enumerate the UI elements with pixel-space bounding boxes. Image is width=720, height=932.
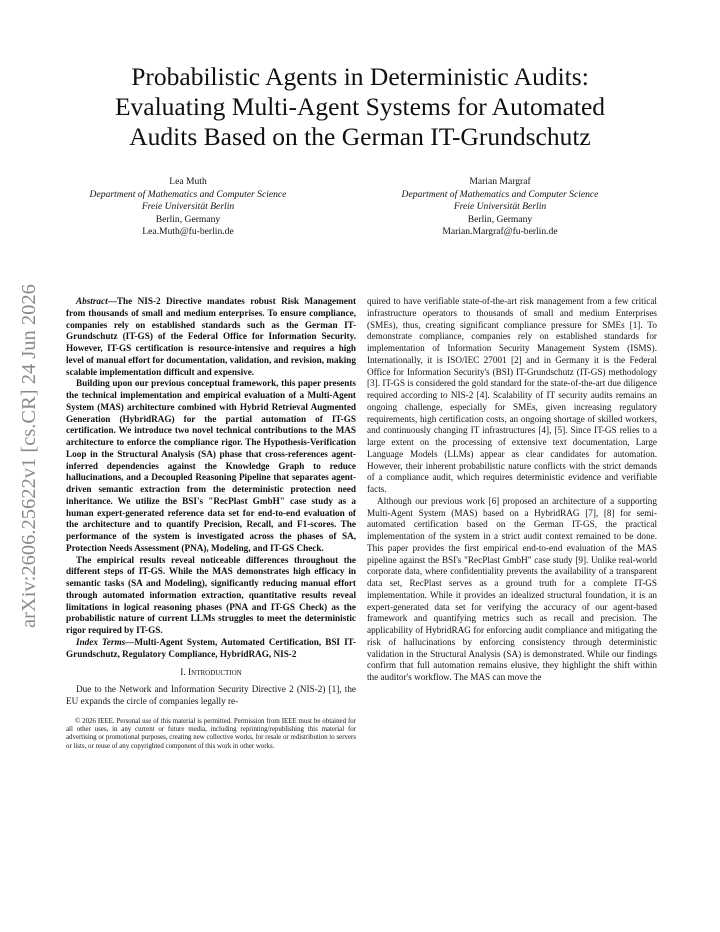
title-line: Audits Based on the German IT-Grundschutz [129,122,591,151]
author-block [28,176,348,239]
abstract-lead: Abstract [76,296,108,306]
abstract-paragraph [66,296,356,378]
paper-title [60,62,660,152]
author-department: Department of Mathematics and Computer Science [401,188,599,200]
title-line: Evaluating Multi-Agent Systems for Automated [114,92,606,121]
copyright-notice: © 2026 IEEE. Personal use of this material is permitted. Permission from IEEE must be obtained for all other uses, in any current or future media, including reprinting/republishing this material for advertising or promotional purposes, creating new collective works, for resale or redistribution to servers or lists, or reuse of any copyrighted component of this work in other works. [66,717,356,750]
abstract-text: —The NIS-2 Directive mandates robust Risk Management from thousands of small and medium enterprises. To ensure compliance, companies rely on established standards such as the German IT-Grundschutz (IT-GS) of the Federal Office for Information Security. However, IT-GS certification is resource-intensive and requires a high level of manual effort for documentation, validation, and revision, making scalable implementation difficult and expensive. [66,296,356,377]
author-university: Freie Universität Berlin [141,201,235,212]
index-terms-text: —Multi-Agent System, Automated Certification, BSI IT-Grundschutz, Regulatory Compliance, HybridRAG, NIS-2 [66,636,356,659]
index-terms [66,637,356,661]
abstract-paragraph: The empirical results reveal noticeable differences throughout the different steps of IT-GS. While the MAS demonstrates high efficacy in semantic tasks (SA and Modeling), significantly reducing manual effort through automated information extraction, quantitative results reveal limitations in logical reasoning phases (PNA and IT-GS Check) as the probabilistic nature of current LLMs struggles to meet the deterministic rigor required by IT-GS. [66,554,356,635]
abstract-paragraph: Building upon our previous conceptual framework, this paper presents the technical implementation and empirical evaluation of a Multi-Agent System (MAS) architecture combined with Hybrid Retrieval Augmented Generation (HybridRAG) for the partial automation of IT-GS certification. We introduce two novel technical contributions to the MAS architecture to enforce the compliance rigor. The Hypothesis-Verification Loop in the Structural Analysis (SA) phase that cross-references agent-inferred dependencies against the Knowledge Graph to reduce hallucinations, and a Decoupled Reasoning Pipeline that separates agent-driven semantic extraction from the deterministic protection need inheritance. We utilize the BSI's "RecPlast GmbH" case study as a human expert-generated reference data set for end-to-end evaluation of the architecture and to quantify Precision, Recall, and F1-scores. The performance of the system is investigated across the phases of SA, Protection Needs Assessment (PNA), Modeling, and IT-GS Check. [66,378,356,553]
author-university: Freie Universität Berlin [453,201,547,212]
index-terms-lead: Index Terms [76,636,126,647]
author-location: Berlin, Germany [155,213,221,225]
body-paragraph: Although our previous work [6] proposed an architecture of a supporting Multi-Agent System (MAS) based on a HybridRAG [7], [8] for semi-automated certification based on the German IT-GS, the practical implementation of the system in a strict audit context remained to be done. This paper provides the first empirical end-to-end evaluation of the MAS pipeline against the BSI's "RecPlast GmbH" case study [9]. Unlike real-world corporate data, where confidentiality prevents the availability of a transparent data set, RecPlast serves as a ground truth for a complete IT-GS implementation. While it provides an idealized structural foundation, it is an expert-generated data set for verifying the accuracy of our agent-based framework and quantifying metrics such as recall and precision. The applicability of HybridRAG for enforcing audit compliance and mitigating the risk of hallucinations by enforcing consistency through deterministic validation in the Structural Analysis (SA) is demonstrated. While our findings confirm that full automation remains elusive, they highlight the shift within the auditor's workflow. The MAS can move the [367,495,657,682]
section-heading: I. Introduction [180,668,242,679]
author-department: Department of Mathematics and Computer Science [89,188,287,200]
author-email: Lea.Muth@fu-berlin.de [142,226,234,237]
arxiv-stamp: arXiv:2606.25622v1 [cs.CR] 24 Jun 2026 [18,284,40,628]
author-location: Berlin, Germany [467,213,533,225]
left-column [66,296,356,751]
right-column [367,296,657,684]
title-line: Probabilistic Agents in Deterministic Audits: [131,62,589,91]
author-block [340,176,660,239]
author-name: Marian Margraf [469,176,531,187]
body-paragraph: quired to have verifiable state-of-the-art risk management from a few critical infrastructure operators to thousands of small and medium Enterprises (SMEs), thus, creating significant compliance pressure for SMEs [1]. To demonstrate compliance, companies rely on established standards for implementation of Information Security Management System (ISMS). Internationally, it is ISO/IEC 27001 [2] and in Germany it is the Federal Office for Information Security's (BSI) IT-Grundschutz (IT-GS) methodology [3]. IT-GS is considered the gold standard for the state-of-the-art due diligence required according to NIS-2 [4]. Scalability of IT security audits remains an ongoing challenge, especially for SMEs, given increasing regulatory requirements, high certification costs, an ongoing shortage of skilled workers, and continuously changing IT infrastructures [4], [5]. Since IT-GS relies to a large extent on the processing of extensive text documentation, Large Language Models (LLMs) appear as clear candidates for automation. However, their inherent probabilistic nature conflicts with the strict demands of a compliance audit, which requires deterministic evidence and verifiable facts. [367,296,657,494]
body-paragraph: Due to the Network and Information Security Directive 2 (NIS-2) [1], the EU expands the circle of companies legally re- [66,684,356,706]
author-email: Marian.Margraf@fu-berlin.de [442,226,558,237]
author-name: Lea Muth [169,176,207,187]
